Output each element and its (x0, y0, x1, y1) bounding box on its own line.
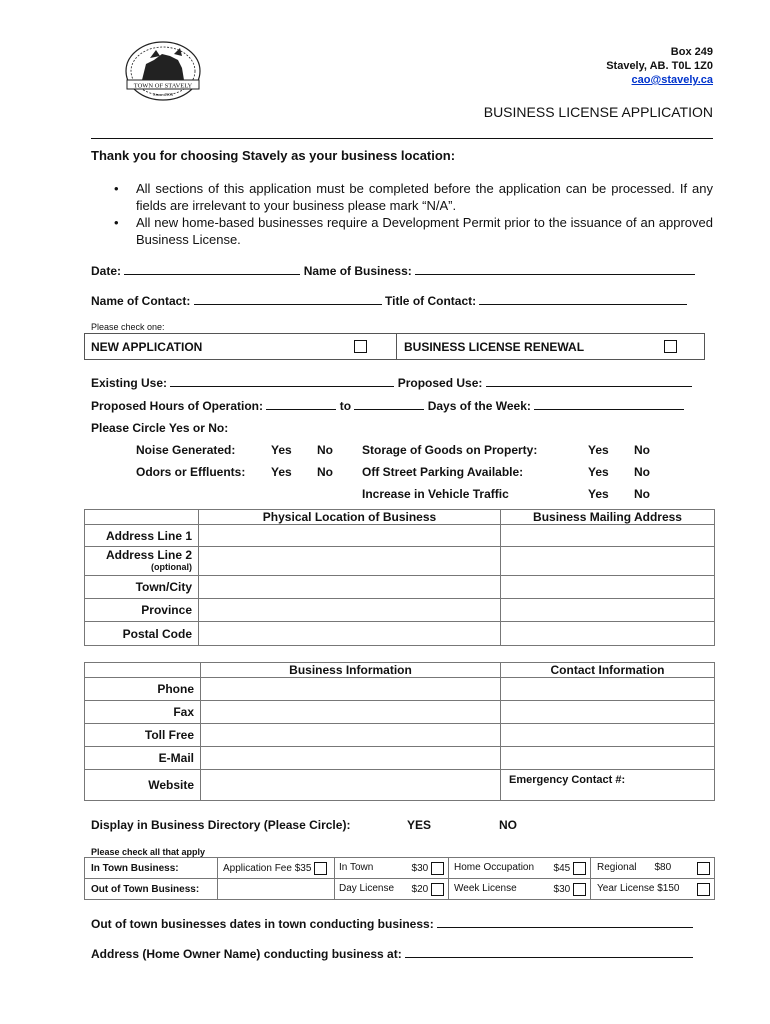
in-town-label: In Town Business: (85, 858, 218, 879)
directory-label: Display in Business Directory (Please Circle): (91, 818, 351, 832)
business-email-cell[interactable] (201, 747, 501, 770)
parking-yes[interactable]: Yes (588, 465, 609, 479)
table-row (85, 599, 715, 622)
odors-no[interactable]: No (317, 465, 333, 479)
traffic-label: Increase in Vehicle Traffic (362, 487, 509, 501)
table-row (85, 622, 715, 646)
business-name-label: Name of Business: (303, 264, 412, 278)
optional-note: (optional) (151, 562, 192, 572)
storage-label: Storage of Goods on Property: (362, 443, 538, 457)
contact-title-field[interactable] (479, 294, 687, 305)
day-license-checkbox[interactable] (431, 883, 444, 896)
contact-name-field[interactable] (194, 294, 382, 305)
regional-price: $80 (654, 861, 672, 873)
physical-location-header: Physical Location of Business (199, 510, 501, 525)
mailing-address1-cell[interactable] (501, 525, 715, 547)
in-town-option: In Town (339, 861, 374, 873)
address-line1: Box 249 (670, 46, 713, 58)
hours-from-field[interactable] (266, 399, 336, 410)
location-table (84, 509, 715, 646)
parking-no[interactable]: No (634, 465, 650, 479)
app-fee-label: Application Fee $35 (223, 862, 312, 874)
address-line2-label: Address Line 2 (105, 548, 192, 562)
home-occ-price: $45 (553, 862, 571, 874)
contact-tollfree-cell[interactable] (501, 724, 715, 747)
odors-yes[interactable]: Yes (271, 465, 292, 479)
info-table (84, 662, 715, 801)
new-application-label: NEW APPLICATION (91, 340, 203, 354)
proposed-use-field[interactable] (486, 376, 692, 387)
fees-heading: Please check all that apply (91, 847, 206, 857)
table-header-row (85, 663, 715, 678)
business-name-field[interactable] (415, 264, 695, 275)
emergency-contact-label: Emergency Contact #: (509, 774, 626, 786)
dates-field[interactable] (437, 917, 693, 928)
header-divider (91, 138, 713, 139)
noise-yes[interactable]: Yes (271, 443, 292, 457)
storage-yes[interactable]: Yes (588, 443, 609, 457)
business-tollfree-cell[interactable] (201, 724, 501, 747)
renewal-checkbox[interactable] (664, 340, 677, 353)
regional-label: Regional (597, 861, 637, 873)
table-row (85, 525, 715, 547)
year-license-label: Year License (597, 882, 655, 894)
day-license-label: Day License (339, 882, 395, 894)
contact-fax-cell[interactable] (501, 701, 715, 724)
hours-row (91, 399, 684, 413)
circle-label: Please Circle Yes or No: (91, 421, 229, 435)
table-row (85, 724, 715, 747)
please-check-label: Please check one: (91, 322, 165, 332)
home-occ-label: Home Occupation (454, 861, 535, 873)
dates-label: Out of town businesses dates in town conducting business: (91, 917, 434, 931)
table-header-row (85, 510, 715, 525)
regional-checkbox[interactable] (697, 862, 710, 875)
date-label: Date: (91, 264, 122, 278)
noise-label: Noise Generated: (136, 443, 236, 457)
mailing-province-cell[interactable] (501, 599, 715, 622)
table-row (85, 576, 715, 599)
app-fee-checkbox[interactable] (314, 862, 327, 875)
table-row (85, 879, 715, 900)
parking-label: Off Street Parking Available: (362, 465, 524, 479)
table-row (85, 747, 715, 770)
phone-label: Phone (85, 678, 201, 701)
contact-info-header: Contact Information (501, 663, 715, 678)
existing-use-field[interactable] (170, 376, 394, 387)
instructions-list (90, 180, 713, 248)
out-town-label: Out of Town Business: (85, 879, 218, 900)
days-label: Days of the Week: (427, 399, 531, 413)
province-label: Province (85, 599, 199, 622)
date-field[interactable] (124, 264, 300, 275)
odors-label: Odors or Effluents: (136, 465, 246, 479)
email-label: E-Mail (85, 747, 201, 770)
in-town-checkbox[interactable] (431, 862, 444, 875)
svg-text:TOWN OF STAVELY: TOWN OF STAVELY (133, 82, 193, 90)
date-row (91, 264, 695, 278)
town-logo (124, 40, 202, 102)
week-license-checkbox[interactable] (573, 883, 586, 896)
town-city-label: Town/City (85, 576, 199, 599)
physical-address1-cell[interactable] (199, 525, 501, 547)
email-link[interactable]: cao@stavely.ca (631, 74, 713, 86)
address-block (606, 45, 713, 87)
fees-table (84, 857, 715, 900)
physical-province-cell[interactable] (199, 599, 501, 622)
home-address-field[interactable] (405, 947, 693, 958)
in-town-price: $30 (411, 862, 429, 874)
existing-use-label: Existing Use: (91, 376, 168, 390)
day-license-price: $20 (411, 883, 429, 895)
storage-no[interactable]: No (634, 443, 650, 457)
svg-text:Since 1903: Since 1903 (152, 92, 174, 97)
business-phone-cell[interactable] (201, 678, 501, 701)
table-row (85, 858, 715, 879)
year-license-checkbox[interactable] (697, 883, 710, 896)
mailing-town-cell[interactable] (501, 576, 715, 599)
contact-email-cell[interactable] (501, 747, 715, 770)
table-row (85, 701, 715, 724)
website-label: Website (85, 770, 201, 801)
week-license-price: $30 (553, 883, 571, 895)
postal-code-label: Postal Code (85, 622, 199, 646)
address-row (91, 947, 693, 961)
instruction-item: • All sections of this application must be completed before the application can be processed. If any fields are irrelevant to your business please mark “N/A”. (114, 181, 713, 213)
traffic-yes[interactable]: Yes (588, 487, 609, 501)
page-title: BUSINESS LICENSE APPLICATION (483, 104, 713, 120)
contact-row (91, 294, 687, 308)
table-row (85, 770, 715, 801)
traffic-no[interactable]: No (634, 487, 650, 501)
business-info-header: Business Information (201, 663, 501, 678)
days-field[interactable] (534, 399, 684, 410)
business-website-cell[interactable] (201, 770, 501, 801)
application-type-box (84, 333, 705, 360)
table-row (85, 547, 715, 576)
hours-to-label: to (339, 399, 352, 413)
home-address-label: Address (Home Owner Name) conducting business at: (91, 947, 402, 961)
instruction-item: • All new home-based businesses require a Development Permit prior to the issuance of an approved Business License. (114, 215, 713, 247)
toll-free-label: Toll Free (85, 724, 201, 747)
directory-yes[interactable]: YES (407, 818, 432, 832)
proposed-use-label: Proposed Use: (397, 376, 483, 390)
hours-to-field[interactable] (354, 399, 424, 410)
emergency-contact-cell[interactable] (501, 770, 715, 801)
renewal-label: BUSINESS LICENSE RENEWAL (404, 340, 585, 354)
dates-row (91, 917, 693, 931)
new-application-checkbox[interactable] (354, 340, 367, 353)
year-license-price: $150 (657, 882, 680, 894)
business-fax-cell[interactable] (201, 701, 501, 724)
mailing-address-header: Business Mailing Address (501, 510, 715, 525)
contact-phone-cell[interactable] (501, 678, 715, 701)
physical-town-cell[interactable] (199, 576, 501, 599)
contact-name-label: Name of Contact: (91, 294, 191, 308)
hours-label: Proposed Hours of Operation: (91, 399, 264, 413)
address-line1-label: Address Line 1 (85, 525, 199, 547)
week-license-label: Week License (454, 882, 517, 894)
use-row (91, 376, 692, 390)
intro-heading: Thank you for choosing Stavely as your business location: (91, 148, 456, 163)
address-line2: Stavely, AB. T0L 1Z0 (606, 60, 713, 72)
physical-address2-cell[interactable] (199, 547, 501, 576)
directory-no[interactable]: NO (499, 818, 517, 832)
noise-no[interactable]: No (317, 443, 333, 457)
mailing-address2-cell[interactable] (501, 547, 715, 576)
home-occ-checkbox[interactable] (573, 862, 586, 875)
contact-title-label: Title of Contact: (385, 294, 477, 308)
fax-label: Fax (85, 701, 201, 724)
physical-postal-cell[interactable] (199, 622, 501, 646)
mailing-postal-cell[interactable] (501, 622, 715, 646)
table-row (85, 678, 715, 701)
